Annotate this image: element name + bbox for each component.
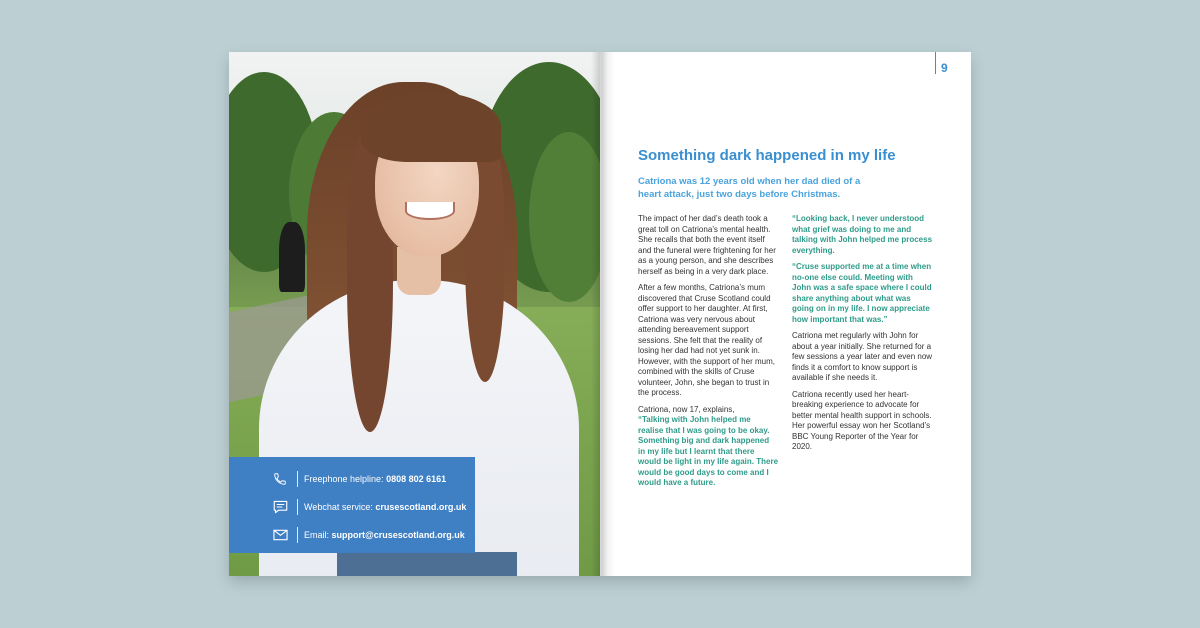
paragraph: The impact of her dad’s death took a great toll on Catriona’s mental health. She recalls that both the event itself and the funeral were frightening for her as a young person, and she describes herself as being in a very dark place. [638,214,776,276]
contact-email: Email: support@crusescotland.org.uk [229,523,475,547]
paragraph: Catriona met regularly with John for about a year initially. She returned for a few sessions a year later and even now finds it a comfort to know support is available if she needs it. [792,331,933,382]
quote: “Cruse supported me at a time when no-one else could. Meeting with John was a safe space where I could share anything about what was going on in my life. I now appreciate how important that was.” [792,262,932,324]
email-link[interactable]: support@crusescotland.org.uk [331,530,465,540]
phone-icon [267,472,293,486]
envelope-icon [267,529,293,541]
text-page [600,52,971,576]
paragraph: After a few months, Catriona’s mum discovered that Cruse Scotland could offer support to her daughter. At first, Catriona was very nervous about attending bereavement support sessions. She felt that the reality of losing her dad had not yet sunk in. However, with the support of her mum, combined with the skills of Cruse volunteer, John, she began to trust in the process. [638,283,775,397]
contact-box [229,457,475,553]
text-column-2 [792,214,934,459]
helpline-number[interactable]: 0808 802 6161 [386,474,447,484]
contact-webchat: Webchat service: crusescotland.org.uk [229,495,475,519]
webchat-link[interactable]: crusescotland.org.uk [375,502,467,512]
page-number-rule [935,52,936,74]
quote: “Talking with John helped me realise that I was going to be okay. Something big and dark happened in my life but I learnt that there would be light in my life again. There would be good days to come and I would have a future. [638,415,779,487]
page-title: Something dark happened in my life [638,147,896,164]
paragraph: Catriona recently used her heart-breaking experience to advocate for better mental health support in schools. Her powerful essay won her Scotland’s BBC Young Reporter of the Year for 2020. [792,389,932,451]
chat-bubble-icon [267,500,293,514]
page-gutter [591,52,615,576]
paragraph: Catriona, now 17, explains, “Talking with John helped me realise that I was going to be okay. Something big and dark happened in my life but I learnt that there would be light in my life again. There would be good days to come and I would have a future. [638,404,779,487]
intro-text: Catriona was 12 years old when her dad died of a heart attack, just two days before Christmas. [638,176,861,200]
quote: “Looking back, I never understood what grief was doing to me and talking with John helped me process everything. [792,214,933,255]
text-column-1 [638,214,778,495]
contact-helpline: Freephone helpline: 0808 802 6161 [229,467,475,491]
page-number: 9 [941,61,948,75]
brochure-spread [229,52,971,576]
photo-page [229,52,600,576]
